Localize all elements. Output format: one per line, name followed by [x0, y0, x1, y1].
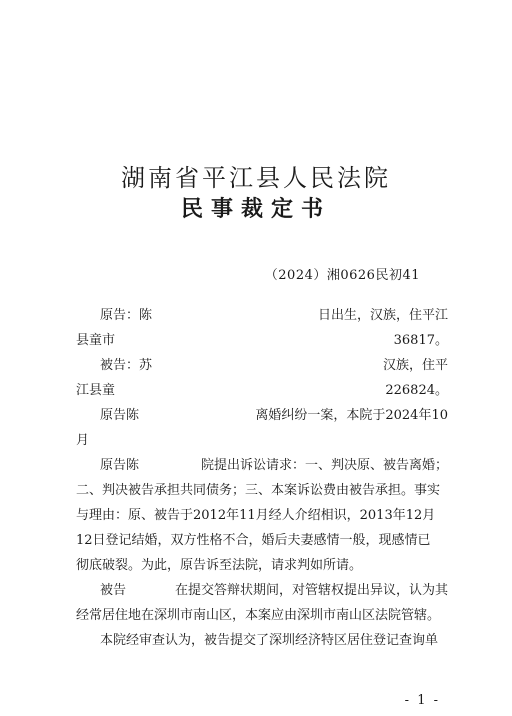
- plaintiff-label: 原告：陈: [100, 308, 153, 323]
- case-number: （2024）湘0626民初41: [264, 268, 420, 283]
- claims-line-3: [76, 506, 448, 526]
- objection-line-1: [100, 581, 448, 601]
- claims-line-2: [76, 481, 448, 501]
- defendant-label: 被告：苏: [100, 358, 153, 373]
- plaintiff-line-1: [100, 306, 448, 326]
- objection-subject: 被告: [100, 583, 127, 598]
- claims-text-4: 12日登记结婚，双方性格不合，婚后夫妻感情一般，现感情已: [76, 533, 431, 548]
- court-name: 湖南省平江县人民法院: [121, 164, 391, 192]
- claims-text-5: 彻底破裂。为此，原告诉至法院，请求判如所请。: [76, 558, 363, 573]
- case-intro-subject: 原告陈: [100, 408, 140, 423]
- defendant-address: 江县童: [76, 383, 116, 398]
- plaintiff-id-tail: 36817。: [393, 333, 448, 348]
- page-number: - 1 -: [404, 693, 440, 708]
- claims-line-5: [76, 556, 448, 576]
- defendant-line-2: [76, 381, 448, 401]
- objection-text-2: 经常居住地在深圳市南山区，本案应由深圳市南山区法院管辖。: [76, 608, 441, 623]
- plaintiff-line-2: [76, 331, 448, 351]
- review-line-1: [100, 631, 448, 651]
- defendant-line-1: [100, 356, 448, 376]
- plaintiff-address: 县童市: [76, 333, 116, 348]
- claims-text-2: 二、判决被告承担共同债务；三、本案诉讼费由被告承担。事实: [76, 483, 441, 498]
- case-intro-line-1: [100, 406, 448, 426]
- claims-subject: 原告陈: [100, 458, 140, 473]
- case-intro-continuation: 月: [76, 433, 90, 448]
- claims-text: 院提出诉讼请求：一、判决原、被告离婚；: [200, 458, 448, 473]
- case-intro-line-2: [76, 431, 448, 451]
- case-intro-text: 离婚纠纷一案，本院于2024年10: [255, 408, 448, 423]
- claims-line-1: [100, 456, 448, 476]
- defendant-id-tail: 226824。: [385, 383, 448, 398]
- defendant-info: 汉族，住平: [382, 358, 448, 373]
- plaintiff-info: 日出生，汉族，住平江: [317, 308, 448, 323]
- claims-line-4: [76, 531, 448, 551]
- objection-line-2: [76, 606, 448, 626]
- objection-text: 在提交答辩状期间，对管辖权提出异议，认为其: [174, 583, 448, 598]
- document-type: 民事裁定书: [180, 196, 331, 222]
- review-text: 本院经审查认为，被告提交了深圳经济特区居住登记查询单: [100, 633, 439, 648]
- claims-text-3: 与理由：原、被告于2012年11月经人介绍相识，2013年12月: [76, 508, 436, 523]
